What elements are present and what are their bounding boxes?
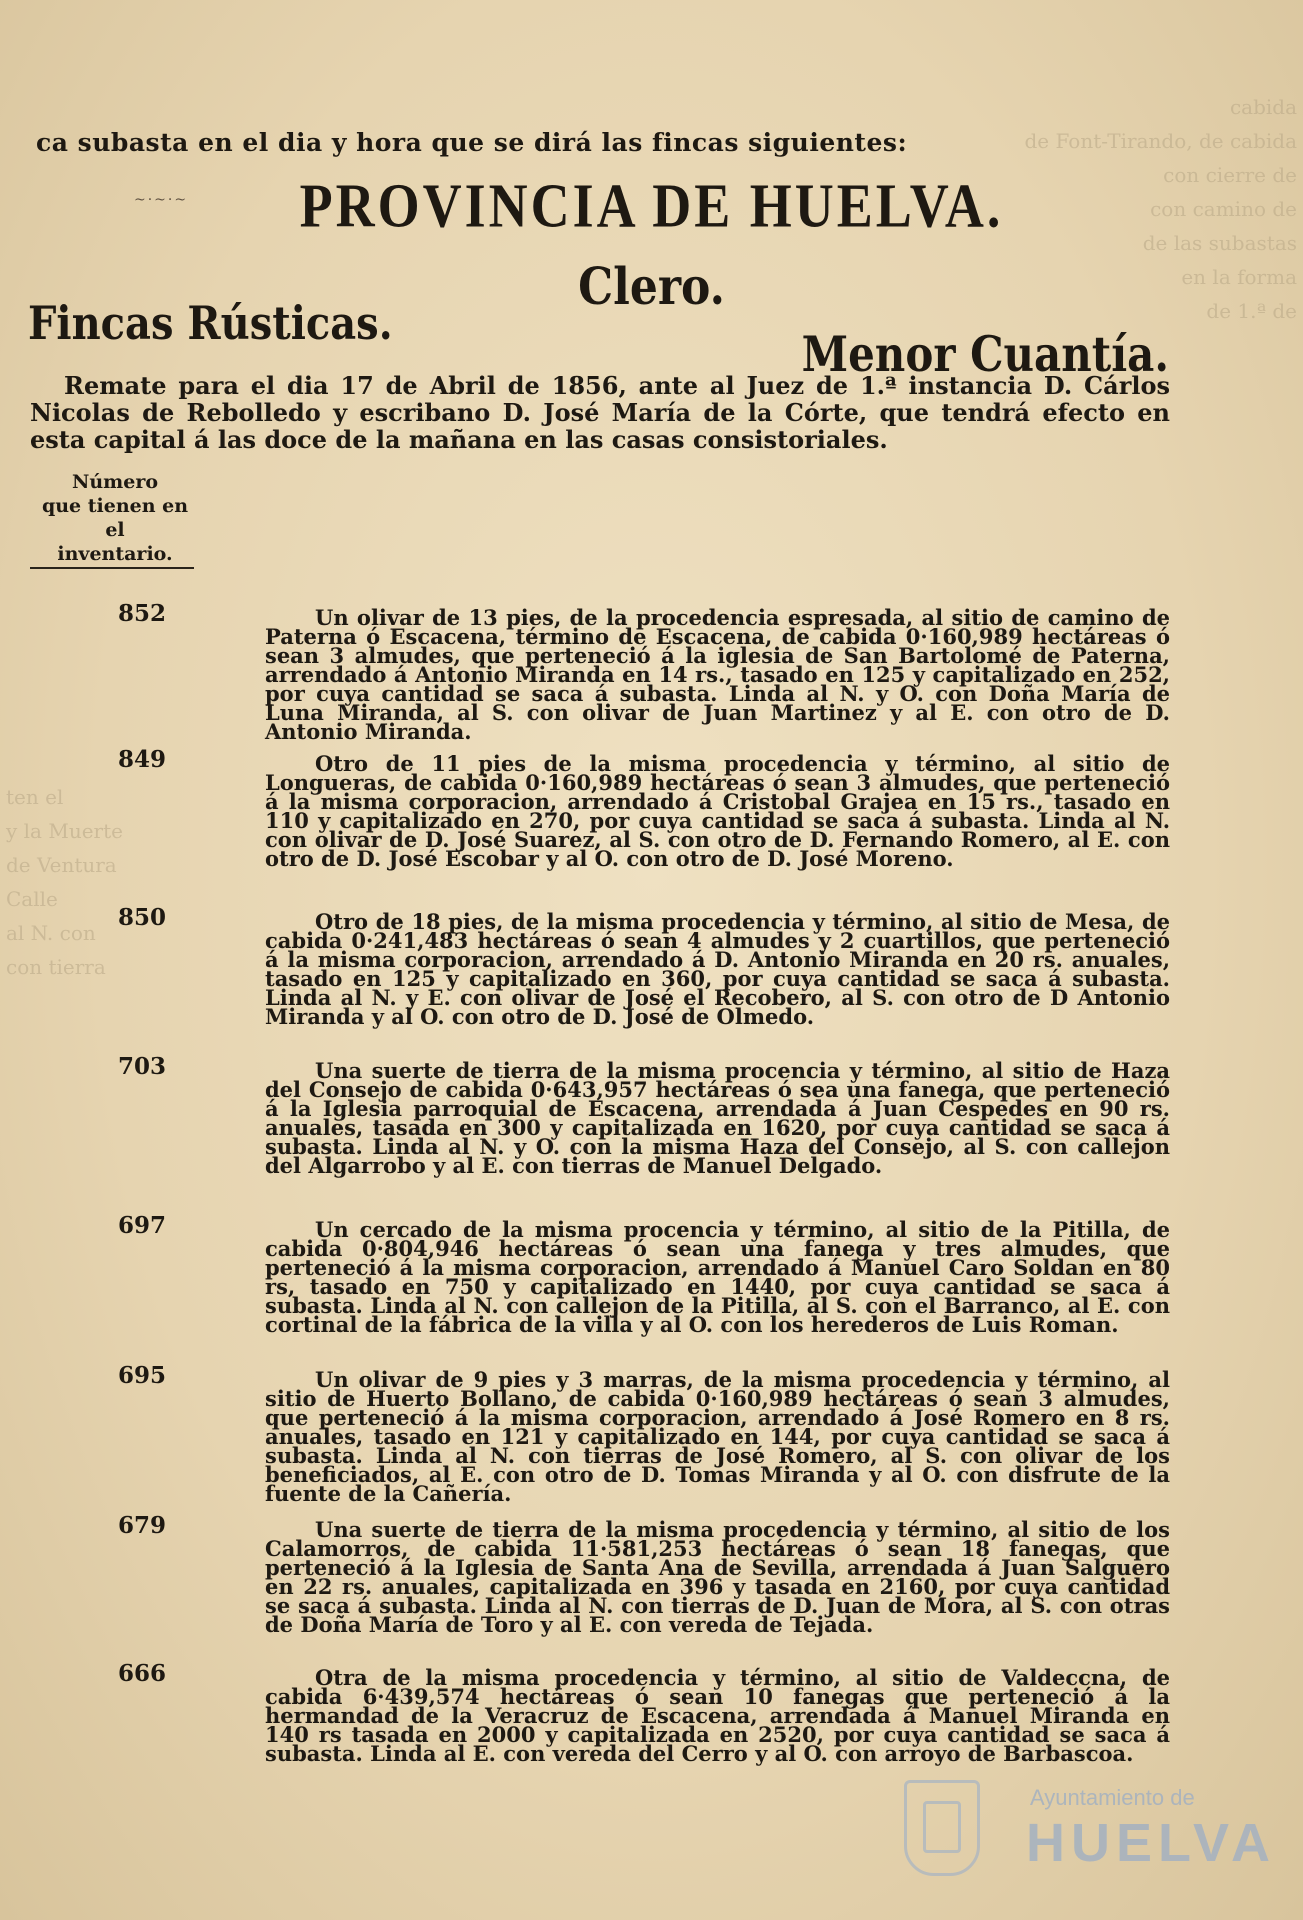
bleed-line: de 1.ª de bbox=[1206, 299, 1297, 323]
column-header-line: inventario. bbox=[57, 543, 173, 565]
bleed-line: de las subastas bbox=[1142, 231, 1297, 255]
property-description: Otro de 11 pies de la misma procedencia y término, al sitio de Longueras, de cabida 0·160,989 hectáreas ó sean 3 almudes, que perteneció á la misma corporacion, arrendado á Cristobal Grajea en 15 rs., tasado en 110 y capitalizado en 270, por cuya cantidad se saca á subasta. Linda al N. con olivar de D. José Suarez, al S. con otro de D. Fernando Romero, al E. con otro de D. José Escobar y al O. con otro de D. José Moreno. bbox=[265, 751, 1170, 871]
bleed-line: de Font-Tirando, de cabida bbox=[1024, 129, 1297, 153]
section-title: Clero. bbox=[578, 258, 725, 317]
column-header-line: que tienen en el bbox=[41, 495, 189, 541]
property-description: Un olivar de 13 pies, de la procedencia espresada, al sitio de camino de Paterna ó Escacena, término de Escacena, de cabida 0·160,989 hectáreas ó sean 3 almudes, que perteneció á la iglesia de San Bartolomé de Paterna, arrendado á Antonio Miranda en 14 rs., tasado en 125 y capitalizado en 252, por cuya cantidad se saca á subasta. Linda al N. y O. con Doña María de Luna Miranda, al S. con olivar de Juan Martinez y al E. con otro de D. Antonio Miranda. bbox=[265, 605, 1170, 744]
bleed-line: cabida bbox=[1229, 95, 1297, 119]
property-description: Un cercado de la misma procencia y término, al sitio de la Pitilla, de cabida 0·804,946 hectáreas ó sean una fanega y tres almudes, que perteneció á la misma corporacion, arrendado á Manuel Caro Soldan en 80 rs, tasado en 750 y capitalizado en 1440, por cuya cantidad se saca á subasta. Linda al N. con callejon de la Pitilla, al S. con el Barranco, al E. con cortinal de la fábrica de la villa y al O. con los herederos de Luis Roman. bbox=[265, 1217, 1170, 1337]
city-shield-icon bbox=[904, 1780, 980, 1876]
auction-notice: Remate para el dia 17 de Abril de 1856, ante al Juez de 1.ª instancia D. Cárlos Nicolas de Rebolledo y escribano D. José María de la Córte, que tendrá efecto en esta capital á las doce de la mañana en las casas consistoriales. bbox=[30, 371, 1170, 454]
inventory-number: 852 bbox=[118, 600, 167, 627]
inventory-number: 695 bbox=[118, 1362, 167, 1389]
subcategory-title: Menor Cuantía. bbox=[801, 326, 1169, 383]
province-title: PROVINCIA DE HUELVA. bbox=[299, 171, 1004, 241]
inventory-number: 679 bbox=[118, 1512, 167, 1539]
ornament-icon: ~·~·~ bbox=[134, 192, 189, 208]
bleed-line: Calle bbox=[6, 887, 58, 911]
bleed-line: de Ventura bbox=[6, 853, 117, 877]
property-description: Otra de la misma procedencia y término, al sitio de Valdeccna, de cabida 6·439,574 hectáreas ó sean 10 fanegas que perteneció á la hermandad de la Veracruz de Escacena, arrendada á Manuel Miranda en 140 rs tasada en 2000 y capitalizada en 2520, por cuya cantidad se saca á subasta. Linda al E. con vereda del Cerro y al O. con arroyo de Barbascoa. bbox=[265, 1665, 1170, 1766]
inventory-number: 697 bbox=[118, 1212, 167, 1239]
bleed-line: al N. con bbox=[6, 921, 96, 945]
bleed-line: con cierre de bbox=[1163, 163, 1297, 187]
watermark-top-text: Ayuntamiento de bbox=[1030, 1785, 1195, 1810]
bleed-through-left bbox=[6, 780, 123, 984]
inventory-number: 666 bbox=[118, 1660, 167, 1687]
category-title: Fincas Rústicas. bbox=[28, 296, 393, 351]
property-description: Una suerte de tierra de la misma procencia y término, al sitio de Haza del Consejo de cabida 0·643,957 hectáreas ó sea una fanega, que perteneció á la Iglesia parroquial de Escacena, arrendada á Juan Cespedes en 90 rs. anuales, tasada en 300 y capitalizada en 1620, por cuya cantidad se saca á subasta. Linda al N. y O. con la misma Haza del Consejo, al S. con callejon del Algarrobo y al E. con tierras de Manuel Delgado. bbox=[265, 1058, 1170, 1178]
property-description: Un olivar de 9 pies y 3 marras, de la misma procedencia y término, al sitio de Huerto Bollano, de cabida 0·160,989 hectáreas ó sean 3 almudes, que perteneció á la misma corporacion, arrendado á José Romero en 8 rs. anuales, tasado en 121 y capitalizado en 144, por cuya cantidad se saca á subasta. Linda al N. con tierras de José Romero, al S. con olivar de los beneficiados, al E. con otro de D. Tomas Miranda y al O. con disfrute de la fuente de la Cañería. bbox=[265, 1367, 1170, 1506]
watermark-bottom-text: HUELVA bbox=[1026, 1813, 1276, 1873]
intro-line: ca subasta en el dia y hora que se dirá las fincas siguientes: bbox=[36, 128, 908, 157]
bleed-line: y la Muerte bbox=[6, 819, 123, 843]
bleed-line: con tierra bbox=[6, 955, 106, 979]
inventory-column-header bbox=[30, 470, 200, 566]
bleed-line: con camino de bbox=[1150, 197, 1297, 221]
inventory-number: 703 bbox=[118, 1053, 167, 1080]
header-rule bbox=[30, 567, 194, 569]
inventory-number: 850 bbox=[118, 904, 167, 931]
bleed-line: en la forma bbox=[1181, 265, 1297, 289]
bleed-line: ten el bbox=[6, 785, 64, 809]
property-description: Otro de 18 pies, de la misma procedencia y término, al sitio de Mesa, de cabida 0·241,483 hectáreas ó sean 4 almudes y 2 cuartillos, que perteneció á la misma corporacion, arrendado á D. Antonio Miranda en 20 rs. anuales, tasado en 125 y capitalizado en 360, por cuya cantidad se saca á subasta. Linda al N. y E. con olivar de José el Recobero, al S. con otro de D Antonio Miranda y al O. con otro de D. José de Olmedo. bbox=[265, 909, 1170, 1029]
property-description: Una suerte de tierra de la misma procedencia y término, al sitio de los Calamorros, de cabida 11·581,253 hectáreas ó sean 18 fanegas, que perteneció á la Iglesia de Santa Ana de Sevilla, arrendada á Juan Salguero en 22 rs. anuales, capitalizada en 396 y tasada en 2160, por cuya cantidad se saca á subasta. Linda al N. con tierras de D. Juan de Mora, al S. con otras de Doña María de Toro y al E. con vereda de Tejada. bbox=[265, 1517, 1170, 1637]
column-header-line: Número bbox=[71, 471, 159, 493]
inventory-number: 849 bbox=[118, 746, 167, 773]
